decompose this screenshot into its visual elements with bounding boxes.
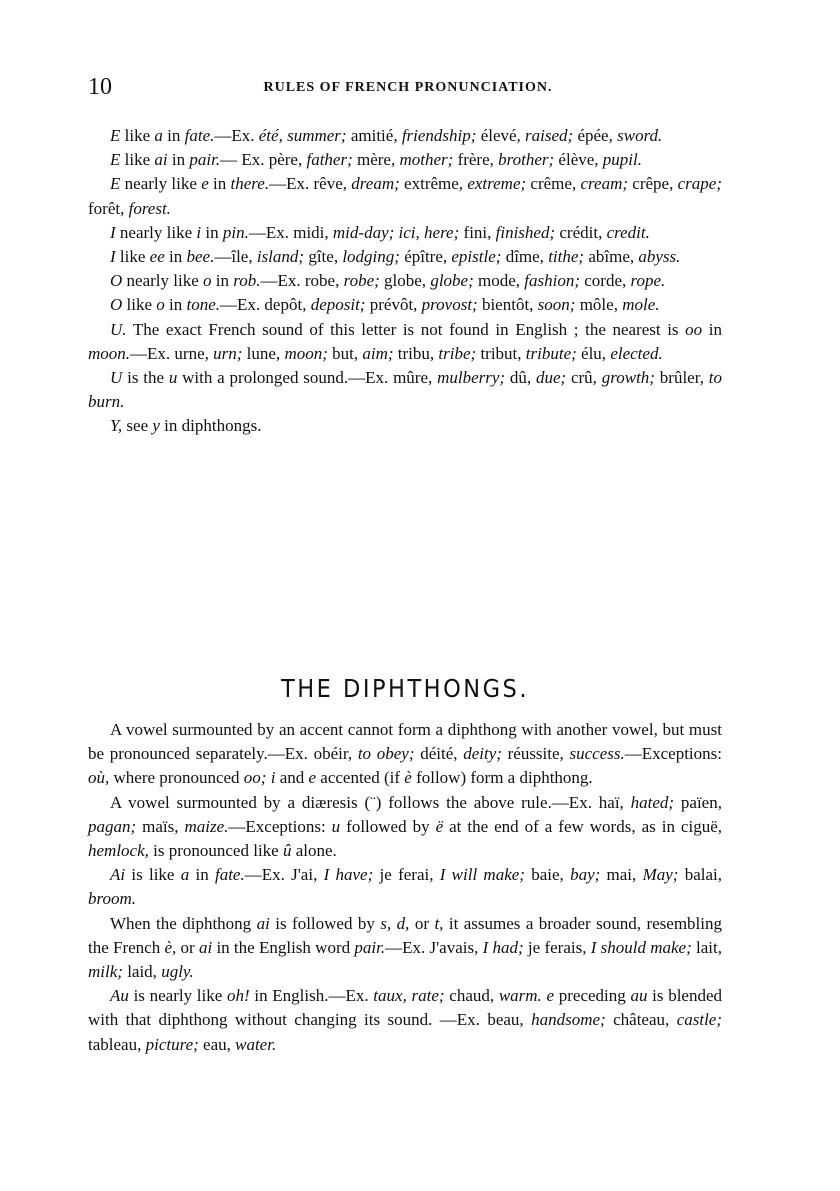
text-run: nearly like <box>115 222 197 242</box>
italic-text: I have; <box>323 865 374 885</box>
text-run: forêt, <box>88 198 129 218</box>
text-run: maïs, <box>136 816 185 836</box>
italic-text: I <box>110 247 116 267</box>
text-run: tribu, <box>393 343 439 363</box>
text-run: preceding <box>554 986 631 1006</box>
text-run: A vowel surmounted by a diæresis (¨) follows the above rule.—Ex. haï, <box>110 792 631 812</box>
running-title: RULES OF FRENCH PRONUNCIATION. <box>263 80 553 95</box>
italic-text: friendship; <box>401 126 477 145</box>
italic-text: U <box>110 368 123 388</box>
italic-text: forest. <box>128 198 171 218</box>
italic-text: tribe; <box>438 343 477 363</box>
italic-text: è, <box>164 937 177 957</box>
italic-text: Y, <box>110 416 123 436</box>
italic-text: e <box>308 768 317 788</box>
text-run: in English.—Ex. <box>249 986 374 1006</box>
pronunciation-rule <box>88 172 722 220</box>
italic-text: to obey; <box>357 744 415 764</box>
pronunciation-rule <box>88 293 722 317</box>
italic-text: Ai <box>110 865 126 885</box>
text-run: is the <box>122 368 169 388</box>
pronunciation-rule <box>88 269 722 293</box>
italic-text: taux, <box>373 986 407 1006</box>
italic-text: i <box>196 222 202 242</box>
text-run: in <box>702 319 722 339</box>
italic-text: fate. <box>214 865 245 885</box>
text-run: in <box>201 222 223 242</box>
italic-text: brother; <box>498 150 555 170</box>
italic-text: aim; <box>362 343 394 363</box>
italic-text: warm. <box>498 986 542 1006</box>
italic-text: robe; <box>343 271 380 291</box>
text-run: —Exceptions: <box>624 744 722 764</box>
italic-text: I will make; <box>439 865 525 885</box>
text-run: is pronounced like <box>148 841 283 861</box>
italic-text: cream; <box>580 174 629 194</box>
italic-text: ici, <box>398 222 420 242</box>
italic-text: tithe; <box>548 247 585 267</box>
text-run: alone. <box>291 841 337 861</box>
italic-text: ai <box>256 913 270 933</box>
text-run: accented (if <box>316 768 405 788</box>
italic-text: y <box>152 416 160 436</box>
italic-text: dream; <box>351 174 400 194</box>
italic-text: water. <box>235 1034 277 1054</box>
text-run: prévôt, <box>365 295 422 315</box>
italic-text: handsome; <box>531 1010 606 1030</box>
italic-text: I had; <box>482 937 524 957</box>
text-run: in <box>164 295 187 315</box>
text-run: is blended with that diphthong without changing its sound. —Ex. beau, <box>88 986 723 1030</box>
italic-text: to burn. <box>88 368 722 412</box>
italic-text: tone. <box>186 295 221 315</box>
text-run: lune, <box>242 343 285 363</box>
page-header <box>88 74 728 104</box>
text-run: —Ex. depôt, <box>220 295 311 315</box>
italic-text: bee. <box>186 247 215 267</box>
text-run: épître, <box>399 247 452 267</box>
text-run: see <box>122 416 153 436</box>
text-run: gîte, <box>304 247 343 267</box>
italic-text: û <box>282 841 292 861</box>
italic-text: credit. <box>606 222 650 242</box>
text-run: with a prolonged sound.—Ex. mûre, <box>177 368 438 388</box>
italic-text: father; <box>306 150 353 170</box>
text-run: is followed by <box>269 913 381 933</box>
diphthong-rule <box>88 791 722 864</box>
text-run: —Ex. urne, <box>130 343 214 363</box>
text-run: épée, <box>573 126 618 145</box>
page-number: 10 <box>88 74 112 100</box>
italic-text: soon; <box>537 295 576 315</box>
italic-text: mulberry; <box>437 368 506 388</box>
italic-text: rob. <box>233 271 261 291</box>
italic-text: oo <box>685 319 703 339</box>
italic-text: tribute; <box>525 343 577 363</box>
italic-text: abyss. <box>638 247 681 267</box>
italic-text: deity; <box>463 744 502 764</box>
text-run: corde, <box>580 271 631 291</box>
vowel-rules-section <box>88 124 722 439</box>
diphthong-rule <box>88 912 722 985</box>
italic-text: E <box>110 126 121 145</box>
italic-text: maize. <box>184 816 229 836</box>
italic-text: globe; <box>430 271 474 291</box>
pronunciation-rule <box>88 148 722 172</box>
text-run: is like <box>125 865 181 885</box>
italic-text: pagan; <box>88 816 137 836</box>
text-run: mère, <box>352 150 400 170</box>
italic-text: ai <box>198 937 213 957</box>
italic-text: provost; <box>421 295 478 315</box>
italic-text: I should make; <box>590 937 692 957</box>
italic-text: due; <box>535 368 567 388</box>
text-run: élu, <box>576 343 611 363</box>
italic-text: finished; <box>495 222 556 242</box>
text-run: globe, <box>379 271 431 291</box>
text-run: in the English word <box>212 937 355 957</box>
diphthongs-section <box>88 718 722 1057</box>
text-run: When the diphthong <box>110 913 257 933</box>
text-run: je ferais, <box>523 937 591 957</box>
text-run: fini, <box>459 222 496 242</box>
text-run: —île, <box>214 247 257 267</box>
italic-text: pair. <box>354 937 386 957</box>
italic-text: hemlock, <box>88 841 149 861</box>
text-run: —Ex. J'ai, <box>244 865 324 885</box>
text-run: nearly like <box>120 174 202 194</box>
italic-text: milk; <box>88 962 123 982</box>
text-run: in <box>164 247 187 267</box>
text-run: like <box>120 150 155 170</box>
text-run: tableau, <box>88 1034 146 1054</box>
text-run: followed by <box>340 816 436 836</box>
italic-text: urn; <box>213 343 243 363</box>
text-run: dû, <box>505 368 536 388</box>
text-run: A vowel surmounted by an accent cannot form a diphthong with another vowel, but must be pronounced separately.—Ex. obéir, <box>88 720 722 764</box>
italic-text: moon. <box>88 343 131 363</box>
italic-text: summer; <box>287 126 347 145</box>
italic-text: mother; <box>399 150 454 170</box>
italic-text: au <box>630 986 648 1006</box>
text-run: follow) form a diphthong. <box>411 768 593 788</box>
italic-text: où, <box>88 768 110 788</box>
text-run: where pronounced <box>109 768 244 788</box>
italic-text: ai <box>154 150 168 170</box>
italic-text: U. <box>110 319 127 339</box>
italic-text: a <box>180 865 190 885</box>
italic-text: pupil. <box>602 150 642 170</box>
diphthong-rule <box>88 718 722 791</box>
text-run: dîme, <box>501 247 549 267</box>
italic-text: here; <box>424 222 460 242</box>
text-run: and <box>275 768 309 788</box>
text-run: tribut, <box>476 343 526 363</box>
text-run: in diphthongs. <box>159 416 262 436</box>
italic-text: broom. <box>88 889 137 909</box>
text-run: — Ex. père, <box>220 150 307 170</box>
text-run: —Ex. rêve, <box>269 174 352 194</box>
text-run: élevé, <box>476 126 526 145</box>
text-run: château, <box>605 1010 677 1030</box>
italic-text: O <box>110 271 123 291</box>
text-run: in <box>162 126 185 145</box>
text-run: —Ex. J'avais, <box>385 937 483 957</box>
italic-text: o <box>203 271 212 291</box>
italic-text: fate. <box>184 126 215 145</box>
text-run: je ferai, <box>373 865 440 885</box>
pronunciation-rule <box>88 318 722 366</box>
italic-text: castle; <box>676 1010 723 1030</box>
text-run: crû, <box>566 368 602 388</box>
italic-text: O <box>110 295 123 315</box>
italic-text: e <box>546 986 555 1006</box>
italic-text: picture; <box>145 1034 199 1054</box>
text-run: but, <box>327 343 363 363</box>
text-run: baie, <box>524 865 571 885</box>
italic-text: ugly. <box>161 962 194 982</box>
text-run: brûler, <box>654 368 709 388</box>
text-run: like <box>120 126 155 145</box>
italic-text: there. <box>230 174 270 194</box>
text-run: amitié, <box>346 126 402 145</box>
text-run: is nearly like <box>128 986 227 1006</box>
text-run: laid, <box>122 962 162 982</box>
italic-text: i <box>270 768 276 788</box>
italic-text: mole. <box>622 295 660 315</box>
text-run: crême, <box>526 174 581 194</box>
italic-text: I <box>110 222 116 242</box>
text-run: mode, <box>473 271 525 291</box>
text-run: lait, <box>691 937 722 957</box>
pronunciation-rule <box>88 124 722 148</box>
text-run: extrême, <box>399 174 468 194</box>
italic-text: sword. <box>617 126 663 145</box>
text-run: déité, <box>414 744 464 764</box>
italic-text: lodging; <box>342 247 400 267</box>
italic-text: oo; <box>243 768 267 788</box>
text-run: balai, <box>678 865 722 885</box>
italic-text: è <box>404 768 412 788</box>
text-run: bientôt, <box>477 295 538 315</box>
text-run: réussite, <box>501 744 570 764</box>
italic-text: u <box>331 816 341 836</box>
italic-text: e <box>201 174 209 194</box>
text-run: —Ex. midi, <box>248 222 333 242</box>
text-run: in <box>208 174 231 194</box>
text-run: The exact French sound of this letter is not found in English ; the nearest is <box>126 319 686 339</box>
italic-text: oh! <box>226 986 250 1006</box>
italic-text: pair. <box>189 150 221 170</box>
text-run: like <box>122 295 157 315</box>
italic-text: Au <box>110 986 129 1006</box>
text-run: môle, <box>575 295 623 315</box>
text-run: païen, <box>674 792 722 812</box>
italic-text: epistle; <box>451 247 502 267</box>
italic-text: crape; <box>677 174 722 194</box>
text-run: in <box>167 150 190 170</box>
italic-text: o <box>156 295 165 315</box>
italic-text: E <box>110 174 121 194</box>
italic-text: May; <box>642 865 679 885</box>
text-run: chaud, <box>444 986 499 1006</box>
text-run: —Ex. <box>214 126 259 145</box>
text-run: eau, <box>198 1034 236 1054</box>
italic-text: elected. <box>610 343 663 363</box>
italic-text: été, <box>258 126 283 145</box>
text-run: crédit, <box>555 222 607 242</box>
text-run: at the end of a few words, as in ciguë, <box>443 816 722 836</box>
italic-text: mid-day; <box>332 222 395 242</box>
text-run: abîme, <box>584 247 639 267</box>
text-run: in <box>189 865 215 885</box>
text-run: —Ex. robe, <box>260 271 344 291</box>
italic-text: u <box>168 368 178 388</box>
italic-text: t, <box>434 913 444 933</box>
text-run: nearly like <box>122 271 203 291</box>
diphthong-rule <box>88 863 722 911</box>
italic-text: ee <box>149 247 165 267</box>
italic-text: moon; <box>284 343 328 363</box>
italic-text: s, d, <box>380 913 410 933</box>
text-run: —Exceptions: <box>228 816 332 836</box>
text-run: or <box>176 937 199 957</box>
text-run: élève, <box>554 150 603 170</box>
italic-text: hated; <box>630 792 675 812</box>
diphthong-rule <box>88 984 722 1057</box>
text-run: or <box>409 913 435 933</box>
italic-text: bay; <box>570 865 601 885</box>
italic-text: raised; <box>525 126 574 145</box>
text-run: it assumes a broader sound, resembling the French <box>88 913 722 957</box>
italic-text: ë <box>435 816 444 836</box>
italic-text: rope. <box>630 271 666 291</box>
pronunciation-rule <box>88 366 722 414</box>
italic-text: a <box>154 126 163 145</box>
italic-text: success. <box>569 744 625 764</box>
pronunciation-rule <box>88 414 722 438</box>
italic-text: E <box>110 150 121 170</box>
italic-text: deposit; <box>310 295 366 315</box>
pronunciation-rule <box>88 245 722 269</box>
italic-text: rate; <box>411 986 445 1006</box>
italic-text: island; <box>256 247 305 267</box>
pronunciation-rule <box>88 221 722 245</box>
text-run: crêpe, <box>628 174 678 194</box>
section-title: THE DIPHTHONGS. <box>281 674 529 703</box>
text-run: in <box>211 271 234 291</box>
text-run: frère, <box>453 150 499 170</box>
italic-text: pin. <box>222 222 249 242</box>
italic-text: growth; <box>601 368 655 388</box>
italic-text: extreme; <box>467 174 527 194</box>
text-run: like <box>115 247 150 267</box>
text-run: mai, <box>600 865 643 885</box>
italic-text: fashion; <box>524 271 581 291</box>
